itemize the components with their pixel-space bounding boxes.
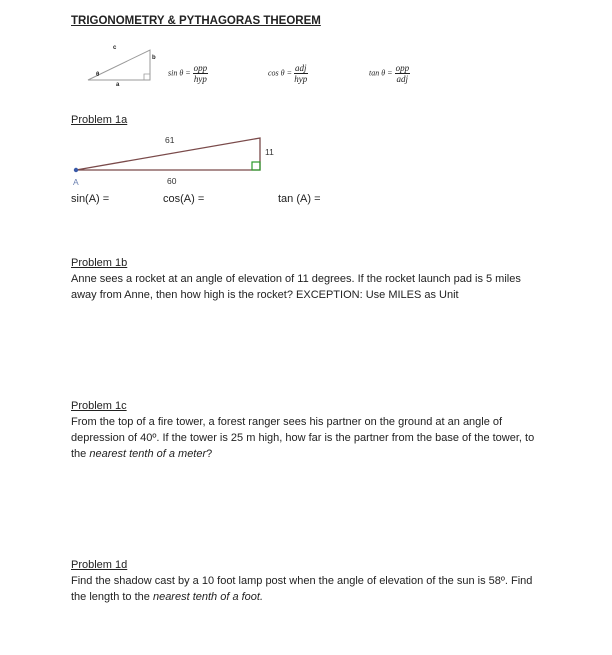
problem-1c-text: From the top of a fire tower, a forest ranger sees his partner on the ground at an angle of depression of 40º. If the tower is 25 m high, how far is the partner from the base of the tower, to the nearest tenth of a meter? (71, 416, 535, 460)
formula-cos: cos θ = $\frac{\text{adj}}{\text{hyp}}$ (268, 63, 308, 84)
page-title: TRIGONOMETRY & PYTHAGORAS THEOREM (71, 15, 321, 27)
problem-1a-heading: Problem 1a (71, 114, 128, 126)
problem-1a-hyp-label: 61 (165, 135, 175, 145)
reference-triangle-diagram (82, 44, 160, 86)
problem-1b-heading: Problem 1b (71, 257, 128, 269)
formula-tan: tan θ = $\frac{\text{opp}}{\text{adj}}$ (369, 63, 410, 84)
tan-a-prompt: tan (A) = (278, 193, 321, 205)
formula-sin: sin θ = $\frac{\text{opp}}{\text{hyp}}$ (168, 63, 208, 84)
problem-1a-vertex-label: A (73, 177, 79, 187)
ref-label-theta: θ (96, 72, 100, 78)
problem-1a-adj-label: 60 (167, 176, 177, 186)
sin-a-prompt: sin(A) = (71, 193, 110, 205)
problem-1c-heading: Problem 1c (71, 400, 127, 412)
problem-1d-text: Find the shadow cast by a 10 foot lamp post when the angle of elevation of the sun is 58º. Find the length to the nearest tenth of a foot. (71, 575, 533, 603)
ref-label-b: b (152, 55, 156, 61)
cos-a-prompt: cos(A) = (163, 193, 205, 205)
ref-label-c: c (113, 45, 117, 51)
problem-1b-text: Anne sees a rocket at an angle of elevation of 11 degrees. If the rocket launch pad is 5 miles away from Anne, then how high is the rocket? EXCEPTION: Use MILES as Unit (71, 273, 521, 301)
problem-1a-opp-label: 11 (265, 147, 274, 157)
problem-1d-heading: Problem 1d (71, 559, 128, 571)
ref-label-a: a (116, 82, 120, 88)
